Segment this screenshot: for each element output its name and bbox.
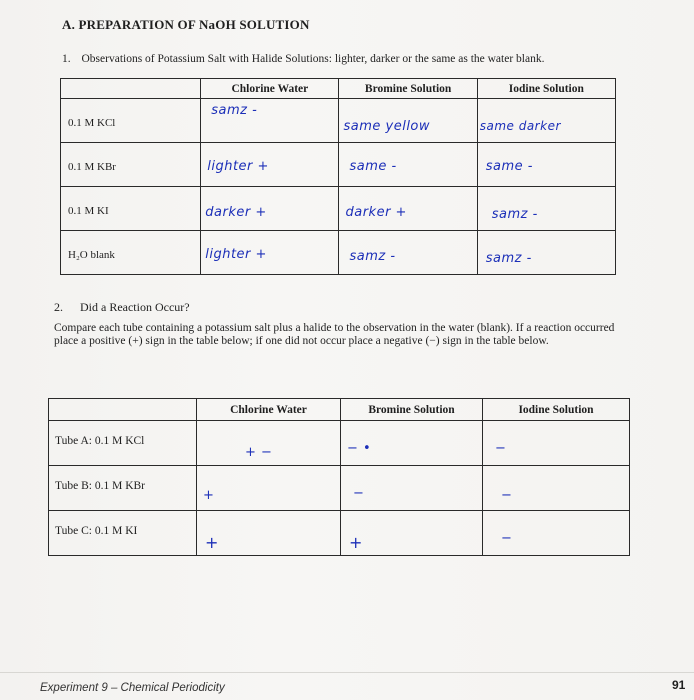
handwritten-entry: samz - xyxy=(349,249,396,264)
handwritten-entry: lighter + xyxy=(207,159,269,174)
cell-kbr-chlorine xyxy=(201,143,339,187)
table-row xyxy=(61,231,616,275)
reaction-table xyxy=(48,398,630,556)
table-header-row xyxy=(61,79,616,99)
table-row xyxy=(61,99,616,143)
header-blank xyxy=(61,79,201,99)
cell-b-chlorine xyxy=(197,466,341,511)
cell-a-chlorine xyxy=(197,421,341,466)
cell-c-bromine xyxy=(341,511,483,556)
handwritten-entry: + − xyxy=(245,445,273,460)
question-1-text: Observations of Potassium Salt with Halide Solutions: lighter, darker or the same as the water blank. xyxy=(81,53,545,65)
cell-ki-chlorine xyxy=(201,187,339,231)
handwritten-entry: − xyxy=(495,441,507,456)
table-row xyxy=(61,143,616,187)
handwritten-entry: lighter + xyxy=(205,247,267,262)
handwritten-entry: + xyxy=(349,533,363,552)
cell-water-iodine xyxy=(477,231,615,275)
table-row xyxy=(61,187,616,231)
cell-b-iodine xyxy=(483,466,630,511)
cell-ki-iodine xyxy=(477,187,615,231)
question-2-heading: Did a Reaction Occur? xyxy=(80,300,190,314)
handwritten-entry: samz - xyxy=(491,207,538,222)
row-label-kbr: 0.1 M KBr xyxy=(61,143,201,187)
handwritten-entry: same - xyxy=(349,159,397,174)
cell-a-iodine xyxy=(483,421,630,466)
handwritten-entry: same - xyxy=(485,159,533,174)
observations-table xyxy=(60,78,616,275)
handwritten-entry: same darker xyxy=(479,119,561,133)
header-iodine: Iodine Solution xyxy=(483,399,630,421)
handwritten-entry: same yellow xyxy=(343,119,431,134)
header-chlorine: Chlorine Water xyxy=(197,399,341,421)
handwritten-entry: darker + xyxy=(205,205,267,220)
row-label-tube-c: Tube C: 0.1 M KI xyxy=(49,511,197,556)
cell-c-chlorine xyxy=(197,511,341,556)
cell-kbr-iodine xyxy=(477,143,615,187)
row-label-tube-a: Tube A: 0.1 M KCl xyxy=(49,421,197,466)
handwritten-entry: − xyxy=(501,488,513,503)
handwritten-entry: + xyxy=(203,488,215,503)
footer-divider xyxy=(0,672,694,673)
handwritten-entry: darker + xyxy=(345,205,407,220)
cell-ki-bromine xyxy=(339,187,477,231)
section-title: A. PREPARATION OF NaOH SOLUTION xyxy=(62,17,310,32)
cell-water-chlorine xyxy=(201,231,339,275)
row-label-tube-b: Tube B: 0.1 M KBr xyxy=(49,466,197,511)
question-1-number: 1. xyxy=(62,53,71,65)
header-chlorine: Chlorine Water xyxy=(201,79,339,99)
handwritten-entry: + xyxy=(205,533,219,552)
cell-kbr-bromine xyxy=(339,143,477,187)
page-number: 91 xyxy=(672,678,686,692)
cell-kcl-iodine xyxy=(477,99,615,143)
table-header-row xyxy=(49,399,630,421)
cell-water-bromine xyxy=(339,231,477,275)
cell-kcl-chlorine xyxy=(201,99,339,143)
handwritten-entry: samz - xyxy=(211,103,258,118)
cell-b-bromine xyxy=(341,466,483,511)
header-blank xyxy=(49,399,197,421)
table-row xyxy=(49,466,630,511)
handwritten-entry: − xyxy=(501,531,513,546)
row-label-water: H₂O blank xyxy=(61,231,201,275)
header-bromine: Bromine Solution xyxy=(341,399,483,421)
table-row xyxy=(49,511,630,556)
handwritten-entry: − • xyxy=(347,441,372,456)
question-2-number: 2. xyxy=(54,300,63,314)
header-bromine: Bromine Solution xyxy=(339,79,477,99)
question-2-instructions: Compare each tube containing a potassium salt plus a halide to the observation in the water (blank). If a reaction occurred place a positive (+) sign in the table below; if one did not occur place a negative (−) sign in the table below. xyxy=(54,322,615,347)
question-1 xyxy=(62,53,544,65)
table-row xyxy=(49,421,630,466)
handwritten-entry: − xyxy=(353,486,365,501)
row-label-kcl: 0.1 M KCl xyxy=(61,99,201,143)
cell-a-bromine xyxy=(341,421,483,466)
cell-c-iodine xyxy=(483,511,630,556)
header-iodine: Iodine Solution xyxy=(477,79,615,99)
footer-text: Experiment 9 – Chemical Periodicity xyxy=(40,682,225,694)
handwritten-entry: samz - xyxy=(485,251,532,266)
cell-kcl-bromine xyxy=(339,99,477,143)
row-label-ki: 0.1 M KI xyxy=(61,187,201,231)
